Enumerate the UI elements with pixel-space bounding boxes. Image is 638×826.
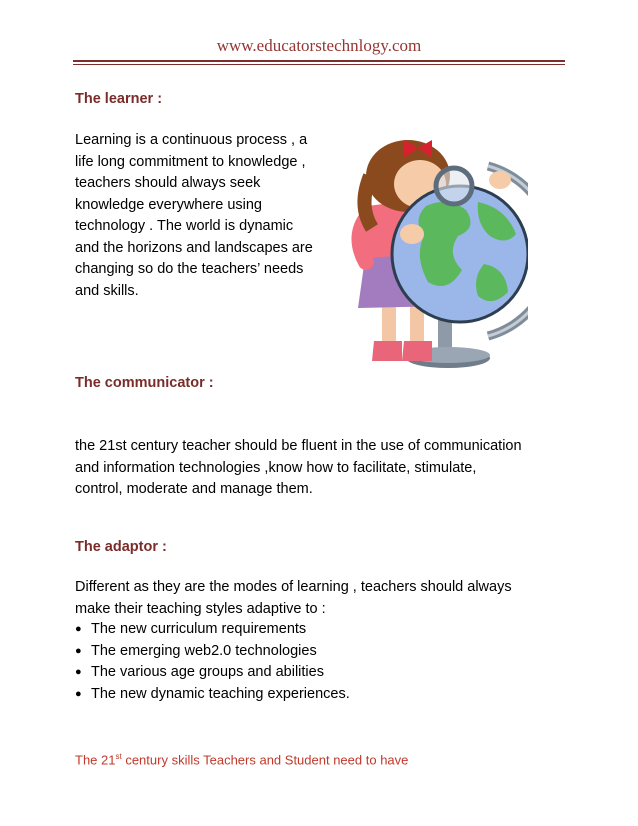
page-footer <box>75 752 408 767</box>
list-item: ● The new curriculum requirements <box>75 619 350 641</box>
adaptor-line: Different as they are the modes of learning , teachers should always <box>75 579 512 595</box>
learner-line: life long commitment to knowledge , <box>75 153 306 170</box>
site-url: www.educatorstechnlogy.com <box>216 36 422 55</box>
paragraph-adaptor <box>75 577 565 620</box>
bullet-dot-icon: ● <box>75 623 82 635</box>
header-rule-thick <box>73 60 565 62</box>
communicator-line: control, moderate and manage them. <box>75 481 313 497</box>
communicator-line: the 21st century teacher should be fluent in the use of communication <box>75 438 522 454</box>
header-rule-thin <box>73 64 565 65</box>
bullet-dot-icon: ● <box>75 687 82 700</box>
communicator-line: and information technologies ,know how to facilitate, stimulate, <box>75 459 477 476</box>
bullet-dot-icon: ● <box>75 644 82 657</box>
learner-line: and the horizons and landscapes are <box>75 239 313 256</box>
footer-text-pre: The 21 <box>75 752 116 768</box>
heading-communicator: The communicator : <box>75 375 214 391</box>
list-item: ● The new dynamic teaching experiences. <box>75 684 350 706</box>
paragraph-learner <box>75 130 340 302</box>
footer-superscript: st <box>115 752 122 761</box>
learner-line: teachers should always seek <box>75 175 261 191</box>
learner-line: Learning is a continuous process , a <box>75 132 308 148</box>
learner-line: and skills. <box>75 282 139 299</box>
adaptor-bullet-list <box>75 619 350 705</box>
learner-line: knowledge everywhere using <box>75 196 262 213</box>
girl-with-globe-icon <box>338 136 528 376</box>
footer-text-post: century skills Teachers and Student need to have <box>121 752 409 768</box>
learner-line: changing so do the teachers’ needs <box>75 261 304 277</box>
learner-line: technology . The world is dynamic <box>75 218 294 234</box>
paragraph-communicator <box>75 436 565 501</box>
heading-adaptor: The adaptor : <box>75 539 167 555</box>
bullet-dot-icon: ● <box>75 666 82 678</box>
list-item: ● The emerging web2.0 technologies <box>75 641 350 663</box>
list-item: ● The various age groups and abilities <box>75 662 350 684</box>
adaptor-line: make their teaching styles adaptive to : <box>75 600 326 617</box>
heading-learner: The learner : <box>75 91 163 107</box>
